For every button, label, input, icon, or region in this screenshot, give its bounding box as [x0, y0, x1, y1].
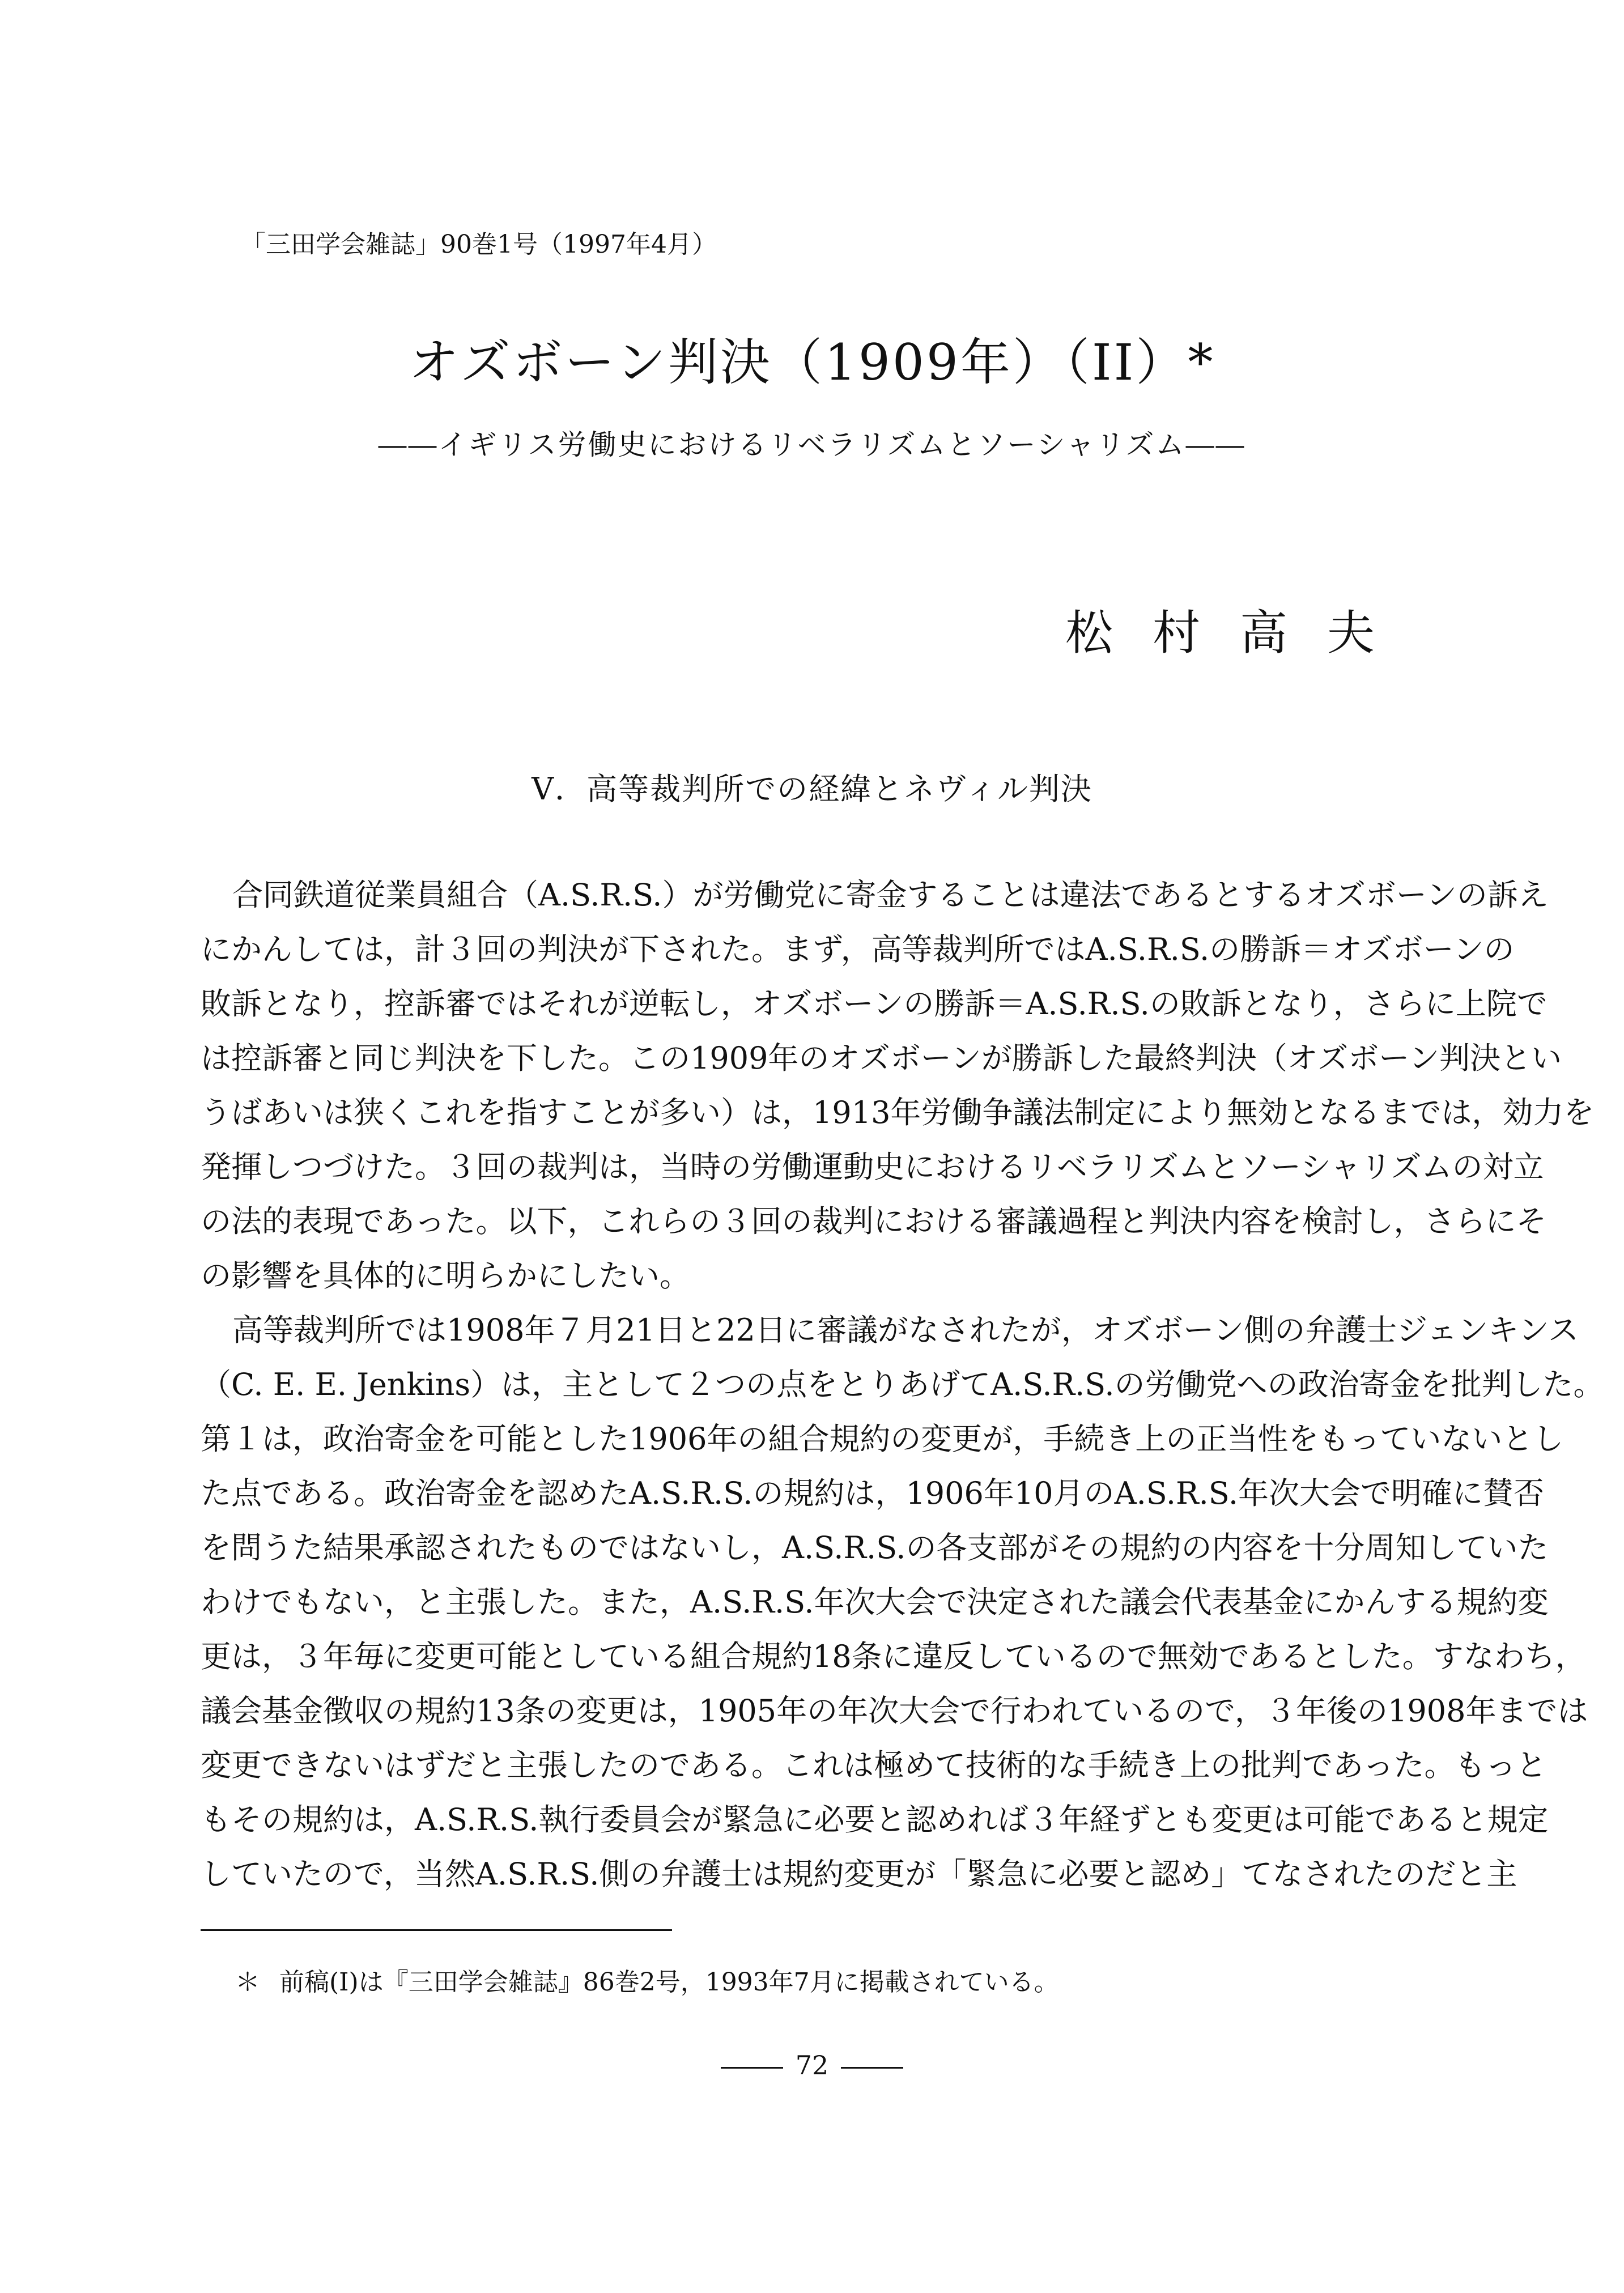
- author-name: 松村高夫: [1065, 605, 1414, 661]
- paragraph-line: 変更できないはずだと主張したのである。これは極めて技術的な手続き上の批判であった。もっと: [201, 1747, 1547, 1783]
- footnote: [235, 1962, 1059, 1998]
- dash-left: [721, 2067, 783, 2069]
- journal-header: 「三田学会雑誌」90巻1号（1997年4月）: [241, 230, 717, 259]
- footnote-divider: [201, 1929, 672, 1931]
- paragraph-line: 敗訴となり，控訴審ではそれが逆転し，オズボーンの勝訴＝A.S.R.S.の敗訴となり，さらに上院で: [201, 986, 1548, 1022]
- paragraph-line: 議会基金徴収の規約13条の変更は，1905年の年次大会で行われているので，３年後の1908年までは: [201, 1693, 1588, 1729]
- paragraph-line: 第１は，政治寄金を可能とした1906年の組合規約の変更が，手続き上の正当性をもっていないとし: [201, 1421, 1564, 1457]
- paragraph-line: を問うた結果承認されたものではないし，A.S.R.S.の各支部がその規約の内容を十分周知していた: [201, 1530, 1549, 1565]
- paragraph-line: していたので，当然A.S.R.S.側の弁護士は規約変更が「緊急に必要と認め」てなされたのだと主: [201, 1856, 1517, 1892]
- paragraph-line: うばあいは狭くこれを指すことが多い）は，1913年労働争議法制定により無効となるまでは，効力を: [201, 1095, 1595, 1130]
- article-title: オズボーン判決（1909年）（II）*: [409, 333, 1215, 392]
- page-number: [0, 2050, 1624, 2081]
- paragraph-line: もその規約は，A.S.R.S.執行委員会が緊急に必要と認めれば３年経ずとも変更は可能であると規定: [201, 1802, 1549, 1837]
- dash-right: [841, 2067, 903, 2069]
- paragraph-line: は控訴審と同じ判決を下した。この1909年のオズボーンが勝訴した最終判決（オズボーン判決とい: [201, 1040, 1562, 1076]
- paragraph-line: の影響を具体的に明らかにしたい。: [201, 1258, 690, 1294]
- footnote-text: 前稿(I)は『三田学会雑誌』86巻2号，1993年7月に掲載されている。: [279, 1968, 1059, 1997]
- paragraph-line: た点である。政治寄金を認めたA.S.R.S.の規約は，1906年10月のA.S.R.S.年次大会で明確に賛否: [201, 1475, 1545, 1511]
- page-number-text: 72: [795, 2050, 829, 2081]
- paragraph-line: 発揮しつづけた。３回の裁判は，当時の労働運動史におけるリベラリズムとソーシャリズムの対立: [201, 1149, 1544, 1185]
- footnote-mark: ＊: [235, 1968, 260, 1997]
- paragraph-line: 合同鉄道従業員組合（A.S.R.S.）が労働党に寄金することは違法であるとするオズボーンの訴え: [232, 877, 1549, 913]
- paragraph-line: にかんしては，計３回の判決が下された。まず，高等裁判所ではA.S.R.S.の勝訴＝オズボーンの: [201, 931, 1515, 967]
- paragraph-line: （C. E. E. Jenkins）は，主として２つの点をとりあげてA.S.R.S.の労働党への政治寄金を批判した。: [201, 1367, 1604, 1402]
- paragraph-line: 更は，３年毎に変更可能としている組合規約18条に違反しているので無効であるとした。すなわち，: [201, 1639, 1586, 1674]
- section-heading: V．高等裁判所での経緯とネヴィル判決: [532, 771, 1092, 807]
- article-subtitle: ――イギリス労働史におけるリベラリズムとソーシャリズム――: [378, 428, 1246, 461]
- paragraph-line: わけでもない，と主張した。また，A.S.R.S.年次大会で決定された議会代表基金にかんする規約変: [201, 1584, 1549, 1620]
- body-text: [201, 875, 1604, 1909]
- paragraph-line: 高等裁判所では1908年７月21日と22日に審議がなされたが，オズボーン側の弁護士ジェンキンス: [232, 1312, 1579, 1348]
- paragraph-line: の法的表現であった。以下，これらの３回の裁判における審議過程と判決内容を検討し，さらにそ: [201, 1203, 1547, 1239]
